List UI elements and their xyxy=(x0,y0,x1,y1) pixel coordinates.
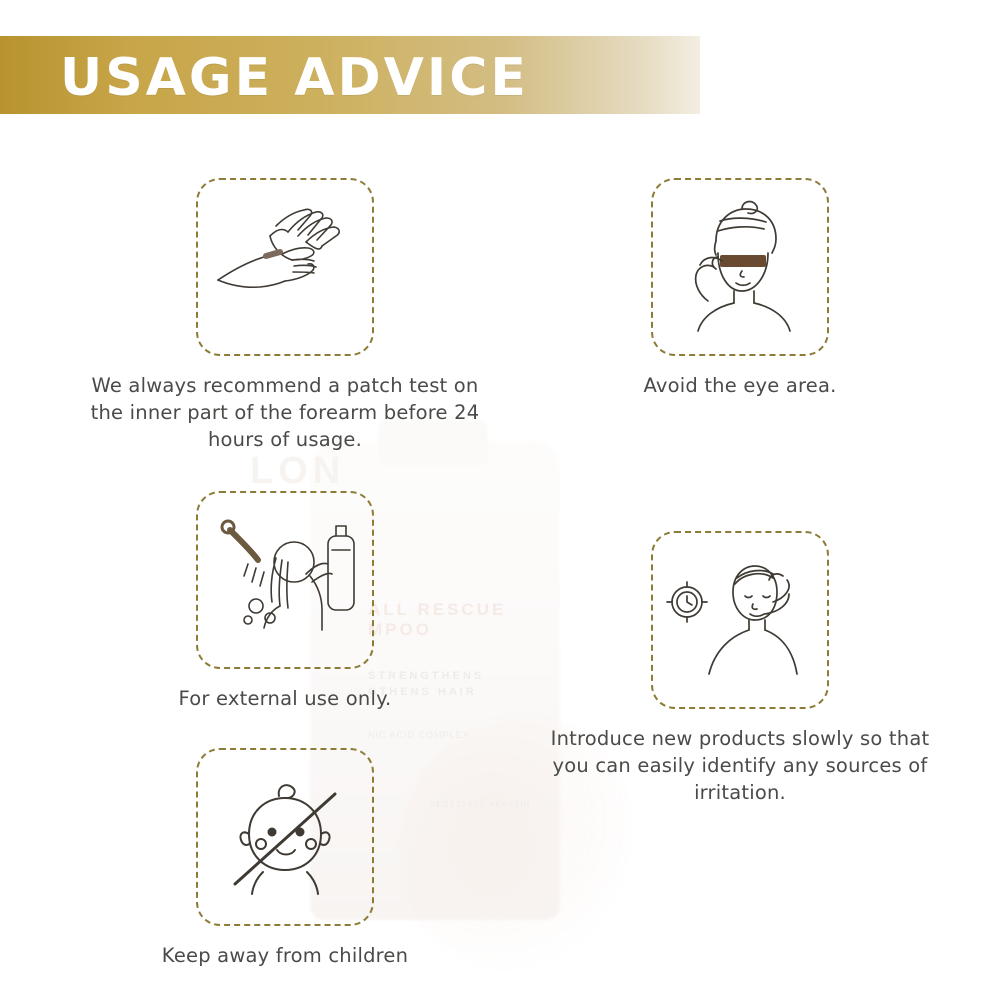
ghost-line-1: ALL RESCUE xyxy=(368,600,507,619)
avoid-eye-area-icon-box xyxy=(651,178,829,356)
spacer-left-1 xyxy=(85,467,485,491)
avoid-eye-area-icon xyxy=(668,197,813,337)
advice-caption-avoid-eye-area: Avoid the eye area. xyxy=(643,374,837,397)
advice-caption-patch-test: We always recommend a patch test on the inner part of the forearm before 24 hours of usage. xyxy=(90,374,480,451)
advice-card-patch-test xyxy=(85,178,485,453)
advice-caption-external-use: For external use only. xyxy=(178,687,392,710)
advice-card-keep-away-children xyxy=(85,748,485,969)
external-use-shower-icon xyxy=(210,514,360,646)
no-children-baby-icon xyxy=(215,772,355,902)
ghost-line-5: NIC ACID COMPLEX xyxy=(368,730,470,740)
advice-card-avoid-eye-area xyxy=(540,178,940,399)
introduce-slowly-icon-box xyxy=(651,531,829,709)
advice-caption-introduce-slowly: Introduce new products slowly so that you can easily identify any sources of irritation. xyxy=(550,727,930,804)
advice-column-left xyxy=(85,178,485,983)
ghost-line-6: VEGETABLE KERATIN xyxy=(430,800,531,809)
ghost-line-3: STRENGTHENS xyxy=(368,670,485,682)
ghost-brand-text: LON xyxy=(250,450,346,492)
advice-card-introduce-slowly xyxy=(540,531,940,806)
no-children-icon-box xyxy=(196,748,374,926)
spacer-left-2 xyxy=(85,726,485,748)
ghost-line-4: GTHENS HAIR xyxy=(368,686,477,698)
page-title: USAGE ADVICE xyxy=(60,48,529,108)
ghost-line-2: MPOO xyxy=(368,620,432,639)
patch-test-hand-icon xyxy=(210,202,360,332)
spacer-right-1 xyxy=(540,413,940,531)
patch-test-icon-box xyxy=(196,178,374,356)
external-use-icon-box xyxy=(196,491,374,669)
introduce-slowly-icon xyxy=(665,554,815,686)
advice-card-external-use xyxy=(85,491,485,712)
advice-caption-keep-away-children: Keep away from children xyxy=(161,944,409,967)
advice-column-right xyxy=(540,178,940,820)
